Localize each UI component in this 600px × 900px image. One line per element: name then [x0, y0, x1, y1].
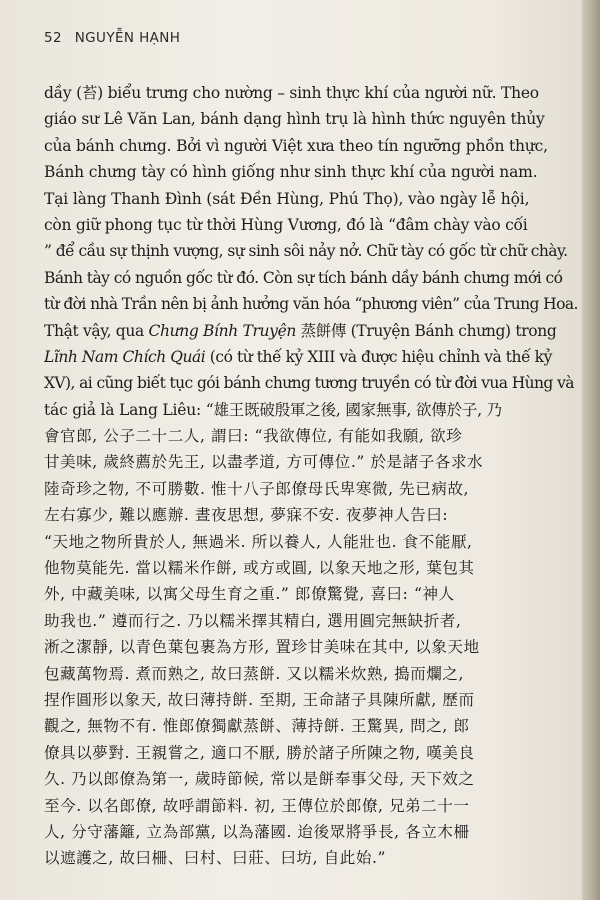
text-line: Tại làng Thanh Đình (sát Đền Hùng, Phú Thọ), vào ngày lễ hội, [44, 189, 530, 208]
text-line: còn giữ phong tục từ thời Hùng Vương, đó là “đâm chày vào cối [44, 215, 528, 234]
text-line: của bánh chưng. Bởi vì người Việt xưa theo tín ngưỡng phồn thực, [44, 136, 548, 155]
text-line: Bánh tày có nguồn gốc từ đó. Còn sự tích bánh dầy bánh chưng mới có [44, 268, 563, 287]
text-line: giáo sư Lê Văn Lan, bánh dạng hình trụ là hình thức nguyên thủy [44, 110, 545, 129]
text-line: 捏作圓形以象天, 故曰薄持餅. 至期, 王命諸子具陳所獻, 歷而 [44, 690, 475, 709]
text-line: 甘美味, 歲終薦於先王, 以盡孝道, 方可傳位.” 於是諸子各求水 [44, 453, 484, 472]
text-run: 蒸餅傳 (Truyện Bánh chưng) trong [296, 321, 557, 340]
text-line: 以遮護之, 故曰柵、曰村、曰莊、曰坊, 自此始.” [44, 849, 387, 868]
text-run: (có từ thế kỷ XIII và được hiệu chỉnh và thế kỷ [205, 347, 552, 366]
text-line: 會官郎, 公子二十二人, 謂曰: “我欲傳位, 有能如我願, 欲珍 [44, 427, 463, 446]
text-line: tác giả là Lang Liêu: “雄王既破殷軍之後, 國家無事, 欲傳於子, 乃 [44, 400, 502, 419]
text-line: Bánh chưng tày có hình giống như sinh thực khí của người nam. [44, 163, 538, 182]
text-line: 左右寡少, 難以應辦. 晝夜思想, 夢寐不安. 夜夢神人告曰: [44, 506, 449, 525]
book-title-linh-nam-chich-quai: Lĩnh Nam Chích Quái [44, 347, 206, 366]
text-line: XV), ai cũng biết tục gói bánh chưng tương truyền có từ đời vua Hùng và [44, 374, 574, 393]
page-number: 52 [44, 30, 62, 46]
text-line: dầy (苔) biểu trưng cho nường – sinh thực khí của người nữ. Theo [44, 84, 539, 102]
running-header-author: NGUYỄN HẠNH [74, 30, 181, 46]
text-line: ” để cầu sự thịnh vượng, sự sinh sôi nảy nở. Chữ tày có gốc từ chữ chày. [44, 242, 568, 261]
text-line: 陸奇珍之物, 不可勝數. 惟十八子郎僚母氏卑寒微, 先已病故, [44, 479, 470, 498]
text-line: 觀之, 無物不有. 惟郎僚獨獻蒸餅、薄持餅. 王驚異, 問之, 郎 [44, 717, 470, 736]
body-text [44, 80, 578, 872]
text-line: từ đời nhà Trần nên bị ảnh hưởng văn hóa “phương viên” của Trung Hoa. [44, 295, 578, 314]
text-line: 包藏萬物焉. 煮而熟之, 故曰蒸餅. 又以糯米炊熟, 搗而爛之, [44, 664, 465, 683]
text-run: Thật vậy, qua [44, 321, 149, 340]
text-line: 至今. 以名郎僚, 故呼謂節料. 初, 王傳位於郎僚, 兄弟二十一 [44, 796, 470, 815]
text-line: 助我也.” 遵而行之. 乃以糯米擇其精白, 選用圓完無缺折者, [44, 611, 462, 630]
book-title-chung-binh-truyen: Chưng Bính Truyện [148, 321, 297, 340]
text-line [44, 318, 578, 344]
running-header [44, 30, 180, 46]
page-edge [582, 0, 600, 900]
text-line [44, 344, 578, 370]
text-line: 久. 乃以郎僚為第一, 歲時節候, 常以是餅奉事父母, 天下效之 [44, 770, 475, 789]
text-line: 人, 分守藩籬, 立為部黨, 以為藩國. 迨後眾將爭長, 各立木柵 [44, 822, 470, 841]
text-line: 他物莫能先. 當以糯米作餅, 或方或圓, 以象天地之形, 葉包其 [44, 559, 475, 578]
text-line: 僚具以夢對. 王親嘗之, 適口不厭, 勝於諸子所陳之物, 嘆美良 [44, 743, 475, 762]
text-line: “天地之物所貴於人, 無過米. 所以養人, 人能壯也. 食不能厭, [44, 532, 473, 551]
text-line: 外, 中藏美味, 以寓父母生育之重.” 郎僚驚覺, 喜曰: “神人 [44, 585, 455, 604]
text-line: 淅之潔靜, 以青色葉包裹為方形, 置珍甘美味在其中, 以象天地 [44, 638, 480, 657]
